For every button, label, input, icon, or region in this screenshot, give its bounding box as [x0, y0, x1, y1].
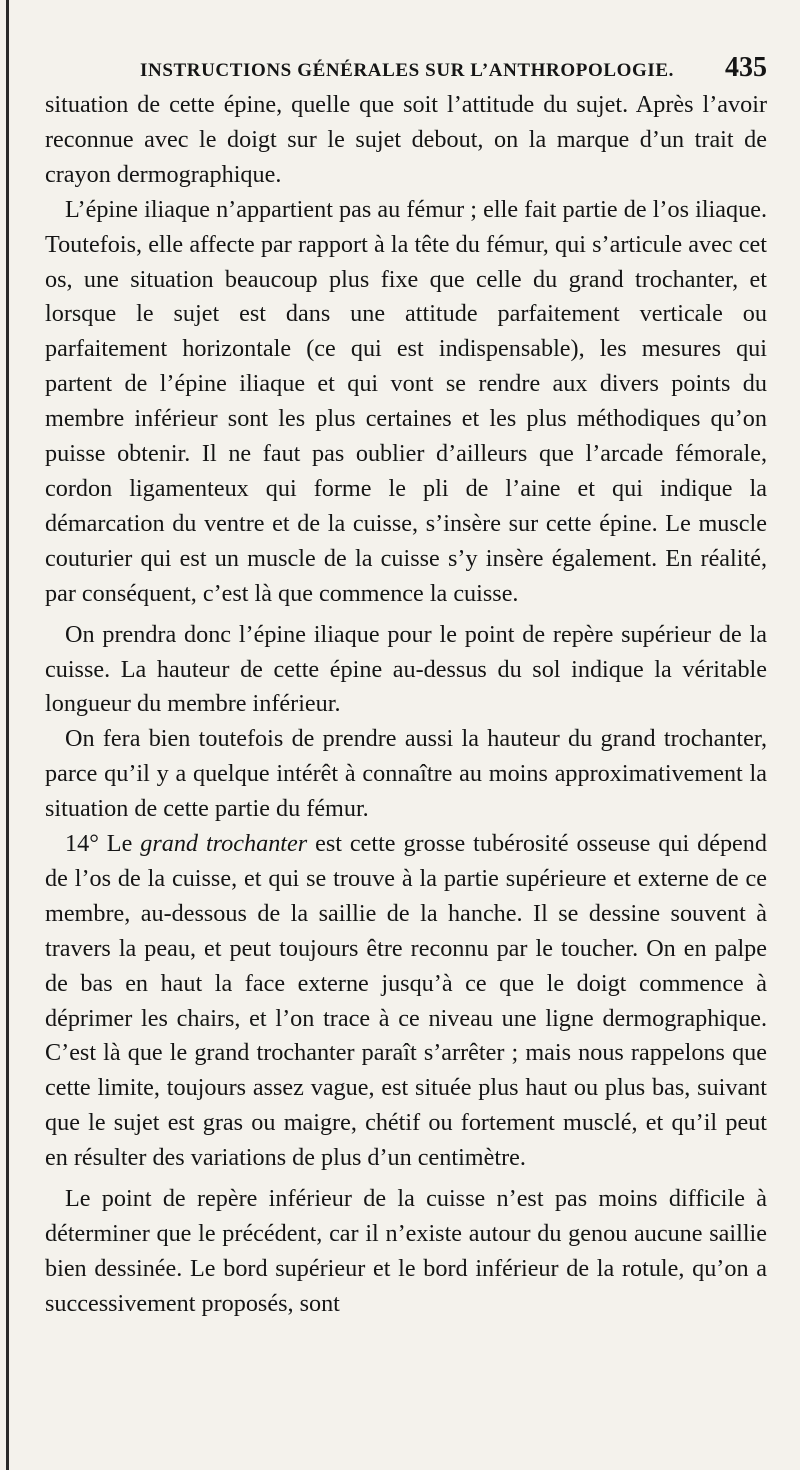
page-edge-rule [6, 0, 9, 1470]
paragraph-2: L’épine iliaque n’appartient pas au fémur ; elle fait partie de l’os iliaque. Toutefois, elle affecte par rapport à la tête du fémur, qui s’articule avec cet os, une situation beaucoup plus fixe que celle du grand trochanter, et lorsque le sujet est dans une attitude parfaitement verticale ou parfaitement horizontale (ce qui est indispensable), les mesures qui partent de l’épine iliaque et qui vont se rendre aux divers points du membre inférieur sont les plus certaines et les plus méthodiques qu’on puisse obtenir. Il ne faut pas oublier d’ailleurs que l’arcade fémorale, cordon ligamenteux qui forme le pli de l’aine et qui indique la démarcation du ventre et de la cuisse, s’insère sur cette épine. Le muscle couturier qui est un muscle de la cuisse s’y insère également. En réalité, par conséquent, c’est là que commence la cuisse. [45, 195, 767, 607]
page-header [45, 52, 767, 88]
paragraph-4: On fera bien toutefois de prendre aussi la hauteur du grand trochanter, parce qu’il y a quelque intérêt à connaître au moins approximativement la situation de cette partie du fémur. [45, 725, 767, 823]
paragraph-6: Le point de repère inférieur de la cuisse n’est pas moins difficile à déterminer que le précédent, car il n’existe autour du genou aucune saillie bien dessinée. Le bord supérieur et le bord inférieur de la rotule, qu’on a successivement proposés, sont [45, 1185, 767, 1317]
paragraph-5-lead: Le [98, 830, 141, 858]
paragraph-3: On prendra donc l’épine iliaque pour le point de repère supérieur de la cuisse. La hauteur de cette épine au-dessus du sol indique la véritable longueur du membre inférieur. [45, 620, 767, 718]
page-number: 435 [725, 52, 767, 83]
paragraph-5-body: est cette grosse tubérosité osseuse qui dépend de l’os de la cuisse, et qui se trouve à la partie supérieure et externe de ce membre, au-dessous de la saillie de la hanche. Il se dessine souvent à travers la peau, et peut toujours être reconnu par le toucher. On en palpe de bas en haut la face externe jusqu’à ce que le doigt commence à déprimer les chairs, et l’on trace à ce niveau une ligne dermographique. C’est là que le grand trochanter paraît s’arrêter ; mais nous rappelons que cette limite, toujours assez vague, est située plus haut ou plus bas, suivant que le sujet est gras ou maigre, chétif ou fortement musclé, et qu’il peut en résulter des variations de plus d’un centimètre. [45, 830, 767, 1172]
running-title: INSTRUCTIONS GÉNÉRALES SUR L’ANTHROPOLOGIE. [140, 60, 674, 81]
section-number: 14° [65, 830, 99, 858]
paragraph-5 [45, 827, 767, 1176]
paragraph-1: situation de cette épine, quelle que soit l’attitude du sujet. Après l’avoir reconnue avec le doigt sur le sujet debout, on la marque d’un trait de crayon dermographique. [45, 91, 767, 188]
term-grand-trochanter: grand trochanter [140, 830, 308, 858]
body-text [45, 88, 767, 1322]
